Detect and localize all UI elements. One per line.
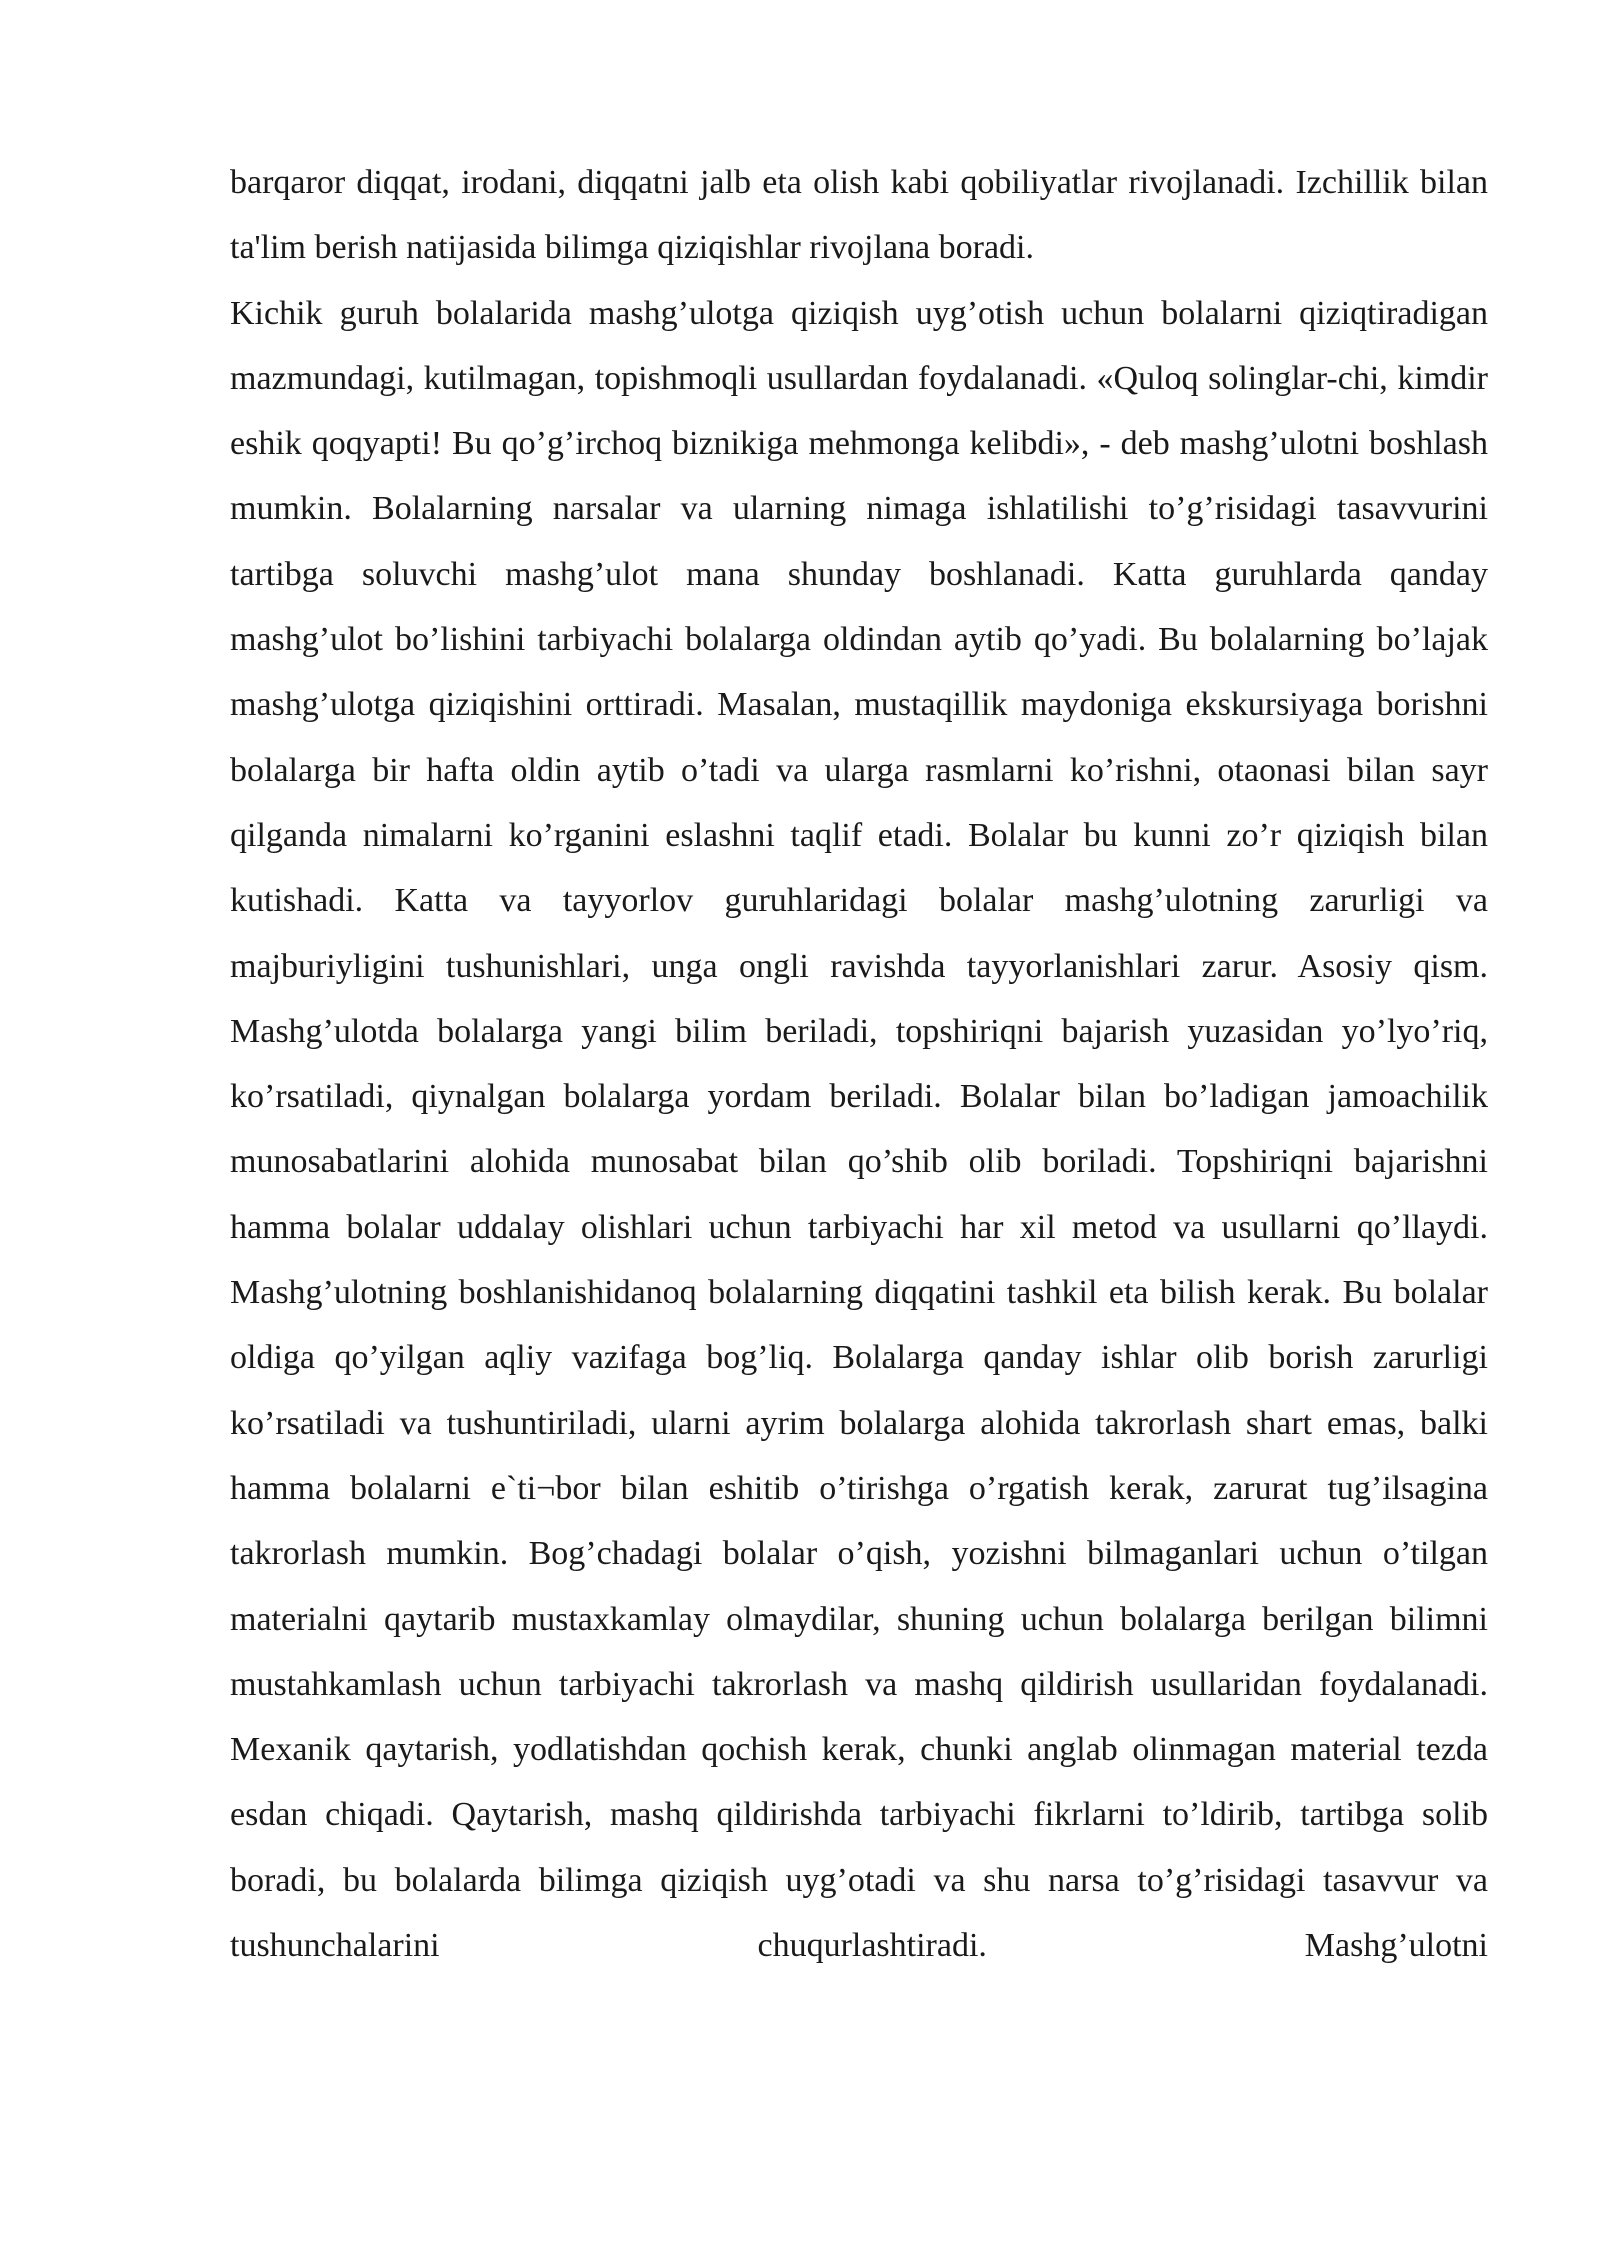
paragraph-2: Kichik guruh bolalarida mashg’ulotga qiziqish uyg’otish uchun bolalarni qiziqtiradigan mazmundagi, kutilmagan, topishmoqli usullardan foydalanadi. «Quloq solinglar-chi, kimdir eshik qoqyapti! Bu qo’g’irchoq biznikiga mehmonga kelibdi», - deb mashg’ulotni boshlash mumkin. Bolalarning narsalar va ularning nimaga ishlatilishi to’g’risidagi tasavvurini tartibga soluvchi mashg’ulot mana shunday boshlanadi. Katta guruhlarda qanday mashg’ulot bo’lishini tarbiyachi bolalarga oldindan aytib qo’yadi. Bu bolalarning bo’lajak mashg’ulotga qiziqishini orttiradi. Masalan, mustaqillik maydoniga ekskursiyaga borishni bolalarga bir hafta oldin aytib o’tadi va ularga rasmlarni ko’rishni, otaonasi bilan sayr qilganda nimalarni ko’rganini eslashni taqlif etadi. Bolalar bu kunni zo’r qiziqish bilan kutishadi. Katta va tayyorlov guruhlaridagi bolalar mashg’ulotning zarurligi va majburiyligini tushunishlari, unga ongli ravishda tayyorlanishlari zarur. Asosiy qism. Mashg’ulotda bolalarga yangi bilim beriladi, topshiriqni bajarish yuzasidan yo’lyo’riq, ko’rsatiladi, qiynalgan bolalarga yordam beriladi. Bolalar bilan bo’ladigan jamoachilik munosabatlarini alohida munosabat bilan qo’shib olib boriladi. Topshiriqni bajarishni hamma bolalar uddalay olishlari uchun tarbiyachi har xil metod va usullarni qo’llaydi. Mashg’ulotning boshlanishidanoq bolalarning diqqatini tashkil eta bilish kerak. Bu bolalar oldiga qo’yilgan aqliy vazifaga bog’liq. Bolalarga qanday ishlar olib borish zarurligi ko’rsatiladi va tushuntiriladi, ularni ayrim bolalarga alohida takrorlash shart emas, balki hamma bolalarni e`ti¬bor bilan eshitib o’tirishga o’rgatish kerak, zarurat tug’ilsagina takrorlash mumkin. Bog’chadagi bolalar o’qish, yozishni bilmaganlari uchun o’tilgan materialni qaytarib mustaxkamlay olmaydilar, shuning uchun bolalarga berilgan bilimni mustahkamlash uchun tarbiyachi takrorlash va mashq qildirish usullaridan foydalanadi. Mexanik qaytarish, yodlatishdan qochish kerak, chunki anglab olinmagan material tezda esdan chiqadi. Qaytarish, mashq qildirishda tarbiyachi fikrlarni to’ldirib, tartibga solib boradi, bu bolalarda bilimga qiziqish uyg’otadi va shu narsa to’g’risidagi tasavvur va tushunchalarini chuqurlashtiradi. Mashg’ulotni <box>230 294 1488 1965</box>
paragraph-1: barqaror diqqat, irodani, diqqatni jalb eta olish kabi qobiliyatlar rivojlanadi. Izchillik bilan ta'lim berish natijasida bilimga qiziqishlar rivojlana boradi. <box>230 164 1488 267</box>
document-body <box>230 150 1488 1978</box>
